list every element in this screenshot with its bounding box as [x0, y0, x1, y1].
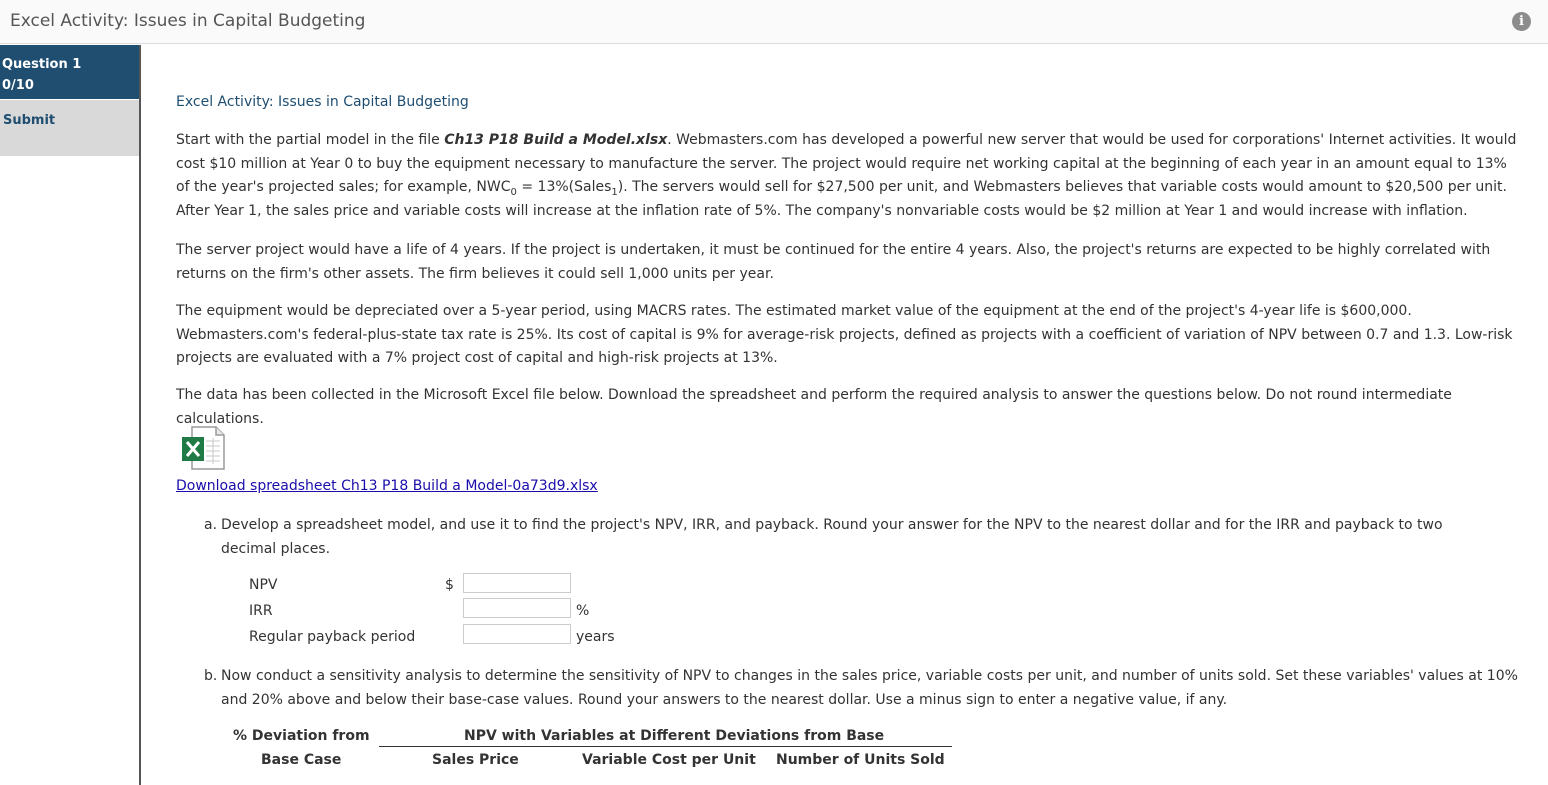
- paragraph-intro: [176, 129, 1521, 223]
- irr-unit: %: [576, 603, 590, 619]
- p1-sub1: 1: [611, 186, 618, 198]
- npv-label: NPV: [249, 577, 278, 593]
- sales-price-header: Sales Price: [432, 752, 519, 768]
- question-label: Question 1: [2, 57, 82, 72]
- excel-file-icon[interactable]: [180, 425, 226, 471]
- question-a-text: Develop a spreadsheet model, and use it to find the project's NPV, IRR, and payback. Round your answer for the NPV to the nearest dollar and for the IRR and payback to two decimal places.: [221, 517, 1443, 557]
- activity-title: Excel Activity: Issues in Capital Budgeting: [176, 94, 469, 110]
- question-b-text: Now conduct a sensitivity analysis to determine the sensitivity of NPV to changes in the sales price, variable costs per unit, and number of units sold. Set these variables' values at 10% and 20% above and below their base-case values. Round your answers to the nearest dollar. Use a minus sign to enter a negative value, if any.: [221, 668, 1518, 708]
- sidebar-item-question-1[interactable]: [0, 45, 139, 99]
- npv-dollar-sign: $: [445, 577, 454, 593]
- variable-cost-header: Variable Cost per Unit: [582, 752, 756, 768]
- info-icon[interactable]: i: [1512, 12, 1531, 31]
- npv-input[interactable]: [463, 573, 571, 593]
- deviation-header: % Deviation from: [233, 728, 370, 744]
- p1-pre: Start with the partial model in the file: [176, 132, 445, 148]
- submit-label: Submit: [3, 113, 56, 128]
- question-score: 0/10: [2, 78, 34, 93]
- file-name: Ch13 P18 Build a Model.xlsx: [444, 132, 668, 148]
- download-spreadsheet-link[interactable]: Download spreadsheet Ch13 P18 Build a Model-0a73d9.xlsx: [176, 478, 598, 494]
- payback-unit: years: [576, 629, 615, 645]
- top-bar: [0, 0, 1548, 44]
- paragraph-project-life: The server project would have a life of 4 years. If the project is undertaken, it must be continued for the entire 4 years. Also, the project's returns are expected to be highly correlated with returns on the firm's other assets. The firm believes it could sell 1,000 units per year.: [176, 242, 1491, 282]
- units-sold-header: Number of Units Sold: [776, 752, 945, 768]
- payback-label: Regular payback period: [249, 629, 416, 645]
- paragraph-data-note: The data has been collected in the Microsoft Excel file below. Download the spreadsheet and perform the required analysis to answer the questions below. Do not round intermediate calculations.: [176, 387, 1452, 427]
- p1-mid: . Webmasters.com has developed a powerful new server that would be used for corporations' Internet activities. It would cost $10 million at Year 0 to buy the equipment necessary to manufacture the server. The project would require net working capital at the beginning of each year in an amount equal to 13% of the year's projected sales; for example, NWC: [176, 132, 1517, 195]
- irr-input[interactable]: [463, 598, 571, 618]
- page-title: Excel Activity: Issues in Capital Budgeting: [10, 11, 366, 31]
- payback-input[interactable]: [463, 624, 571, 644]
- p1-post: ). The servers would sell for $27,500 per unit, and Webmasters believes that variable costs would amount to $20,500 per unit. After Year 1, the sales price and variable costs will increase at the inflation rate of 5%. The company's nonvariable costs would be $2 million at Year 1 and would increase with inflation.: [176, 179, 1507, 219]
- paragraph-depreciation: The equipment would be depreciated over a 5-year period, using MACRS rates. The estimated market value of the equipment at the end of the project's 4-year life is $600,000. Webmasters.com's federal-plus-state tax rate is 25%. Its cost of capital is 9% for average-risk projects, defined as projects with a coefficient of variation of NPV between 0.7 and 1.3. Low-risk projects are evaluated with a 7% project cost of capital and high-risk projects at 13%.: [176, 303, 1513, 366]
- submit-button[interactable]: [0, 100, 139, 156]
- base-case-header: Base Case: [261, 752, 342, 768]
- p1-eq: = 13%(Sales: [516, 179, 612, 195]
- question-b-label: b.: [204, 668, 218, 684]
- sidebar: [0, 45, 139, 156]
- table-header-rule: [379, 746, 952, 747]
- irr-label: IRR: [249, 603, 273, 619]
- npv-group-header: NPV with Variables at Different Deviations from Base: [464, 728, 885, 744]
- sidebar-divider: [139, 45, 141, 785]
- p1-sub0: 0: [510, 186, 517, 198]
- question-a-label: a.: [204, 517, 218, 533]
